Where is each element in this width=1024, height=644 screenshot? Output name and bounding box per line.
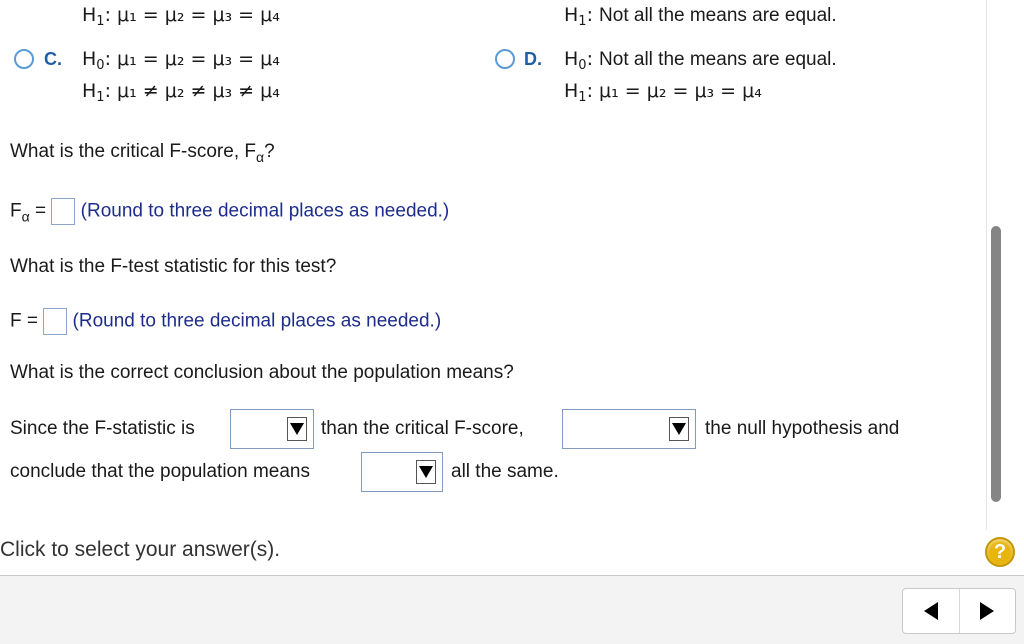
h0-label: H xyxy=(82,48,97,70)
help-button[interactable] xyxy=(985,537,1015,567)
option-c-radio[interactable] xyxy=(14,49,34,69)
next-button[interactable] xyxy=(959,589,1016,633)
option-d-radio[interactable] xyxy=(495,49,515,69)
rounding-hint: (Round to three decimal places as needed.) xyxy=(72,310,442,332)
means-dropdown[interactable] xyxy=(361,452,443,492)
alpha-subscript: α xyxy=(256,148,265,165)
f-alpha-label: F xyxy=(10,200,22,222)
h1-label: H xyxy=(564,4,579,26)
critical-f-question xyxy=(10,141,275,165)
chevron-down-icon[interactable] xyxy=(669,417,689,441)
h1-label: H xyxy=(82,4,97,26)
comparison-dropdown[interactable] xyxy=(230,409,314,449)
chevron-down-icon[interactable] xyxy=(416,460,436,484)
h0-label: H xyxy=(564,48,579,70)
option-d-h0: $H_0$: Not all the means are equal. xyxy=(564,48,837,73)
h0-text: Not all the means are equal. xyxy=(599,49,837,70)
h0-subscript: 0 xyxy=(96,58,105,73)
f-statistic-answer-row xyxy=(10,308,441,335)
h1-subscript: 1 xyxy=(96,90,105,105)
chevron-down-icon[interactable] xyxy=(287,417,307,441)
option-d-h1: $H_1$: μ₁ = μ₂ = μ₃ = μ₄ xyxy=(564,80,762,105)
f-label: F = xyxy=(10,310,38,332)
h1-subscript: 1 xyxy=(96,14,105,29)
question-navigation xyxy=(902,588,1016,634)
h1-expression: μ₁ = μ₂ = μ₃ = μ₄ xyxy=(599,80,762,102)
critical-f-prompt: What is the critical F-score, F xyxy=(10,141,256,162)
h1-label: H xyxy=(82,80,97,102)
scrollbar-thumb[interactable] xyxy=(991,226,1001,502)
h1-subscript: 1 xyxy=(578,14,587,29)
option-c-letter: C. xyxy=(44,49,62,69)
instruction-text: Click to select your answer(s). xyxy=(0,538,281,561)
critical-f-input[interactable] xyxy=(51,198,75,225)
h1-subscript: 1 xyxy=(578,90,587,105)
rounding-hint: (Round to three decimal places as needed.) xyxy=(80,200,450,222)
f-statistic-question: What is the F-test statistic for this test? xyxy=(10,256,337,277)
option-d-letter: D. xyxy=(524,49,542,69)
option-b-h1: $H_1$: μ₁ = μ₂ = μ₃ = μ₄ xyxy=(82,4,280,29)
h1-label: H xyxy=(564,80,579,102)
critical-f-answer-row xyxy=(10,198,449,225)
option-a-h1: $H_1$: Not all the means are equal. xyxy=(564,4,837,29)
arrow-right-icon xyxy=(980,602,994,620)
option-c-h0: $H_0$: μ₁ = μ₂ = μ₃ = μ₄ xyxy=(82,48,280,73)
previous-button[interactable] xyxy=(903,589,959,633)
question-mark: ? xyxy=(264,141,275,162)
conclusion-question: What is the correct conclusion about the population means? xyxy=(10,362,514,383)
h0-expression: μ₁ = μ₂ = μ₃ = μ₄ xyxy=(117,48,280,70)
alpha-subscript: α xyxy=(21,208,30,225)
h1-expression: μ₁ = μ₂ = μ₃ = μ₄ xyxy=(117,4,280,26)
sentence-part1: Since the F-statistic is xyxy=(10,418,195,439)
option-c-h1: $H_1$: μ₁ ≠ μ₂ ≠ μ₃ ≠ μ₄ xyxy=(82,80,280,105)
arrow-left-icon xyxy=(924,602,938,620)
sentence-part2: than the critical F-score, xyxy=(321,418,524,439)
sentence-part5: all the same. xyxy=(451,461,559,482)
h0-subscript: 0 xyxy=(578,58,587,73)
h1-text: Not all the means are equal. xyxy=(599,5,837,26)
bottom-bar xyxy=(0,576,1024,644)
equals-sign: = xyxy=(29,200,47,222)
question-mark-icon: ? xyxy=(993,540,1007,563)
f-statistic-input[interactable] xyxy=(43,308,67,335)
sentence-part3: the null hypothesis and xyxy=(705,418,900,439)
h1-expression: μ₁ ≠ μ₂ ≠ μ₃ ≠ μ₄ xyxy=(117,80,280,102)
sentence-part4: conclude that the population means xyxy=(10,461,310,482)
decision-dropdown[interactable] xyxy=(562,409,696,449)
